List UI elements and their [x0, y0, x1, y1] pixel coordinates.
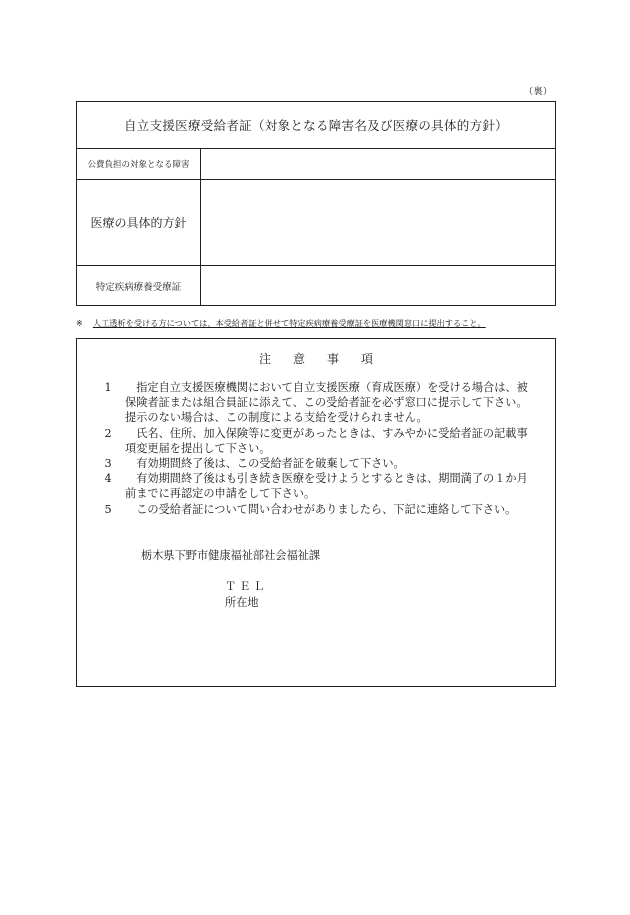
notice-item	[91, 380, 531, 426]
notice-item-text: 有効期間終了後はも引き続き医療を受けようとするときは、期間満了の１か月前までに再認定の申請をして下さい。	[125, 472, 528, 501]
notice-item-number: 4	[104, 472, 112, 486]
notice-item-text: この受給者証について問い合わせがありましたら、下記に連絡して下さい。	[136, 502, 517, 516]
notice-item	[91, 502, 531, 517]
footnote-text: 人工透析を受ける方については、本受給者証と併せて特定疾病療養受療証を医療機関窓口に提出すること。	[92, 318, 486, 328]
specific-disease-row	[77, 266, 555, 306]
notice-item-text: 指定自立支援医療機関において自立支援医療（育成医療）を受ける場合は、被保険者証または組合員証に添えて、この受給者証を必ず窓口に提示して下さい。提示のない場合は、この制度による支給を受けられません。	[125, 381, 528, 425]
notice-item-text: 氏名、住所、加入保険等に変更があったときは、すみやかに受給者証の記載事項変更届を提出して下さい。	[125, 426, 528, 455]
specific-disease-value	[201, 266, 555, 306]
address-label: 所在地	[225, 595, 259, 609]
notice-item	[91, 471, 531, 501]
certificate-table	[76, 101, 556, 306]
disability-label: 公費負担の対象となる障害	[77, 149, 201, 179]
treatment-policy-row	[77, 180, 555, 266]
notice-item	[91, 426, 531, 456]
tel-label: ＴＥＬ	[225, 580, 268, 593]
treatment-policy-label: 医療の具体的方針	[77, 180, 201, 265]
office-name: 栃木県下野市健康福祉部社会福祉課	[141, 549, 321, 562]
footnote	[76, 318, 486, 329]
specific-disease-label: 特定疾病療養受療証	[77, 266, 201, 306]
notice-title: 注意事項	[258, 352, 395, 366]
notice-item-text: 有効期間終了後は、この受給者証を破棄して下さい。	[136, 457, 405, 471]
notice-item-number: 3	[104, 457, 112, 471]
notice-list	[91, 380, 531, 517]
treatment-policy-value	[201, 180, 555, 265]
notice-item-number: 5	[104, 502, 112, 516]
footnote-mark: ※	[76, 318, 83, 328]
notice-item	[91, 456, 531, 471]
disability-row	[77, 149, 555, 180]
notice-item-number: 1	[104, 381, 112, 394]
contact-block	[225, 579, 268, 610]
certificate-title: 自立支援医療受給者証（対象となる障害名及び医療の具体的方針）	[77, 102, 555, 149]
disability-value	[201, 149, 555, 179]
notice-box	[76, 338, 556, 687]
page-side-label: （裏）	[524, 87, 553, 97]
notice-item-number: 2	[104, 426, 112, 440]
